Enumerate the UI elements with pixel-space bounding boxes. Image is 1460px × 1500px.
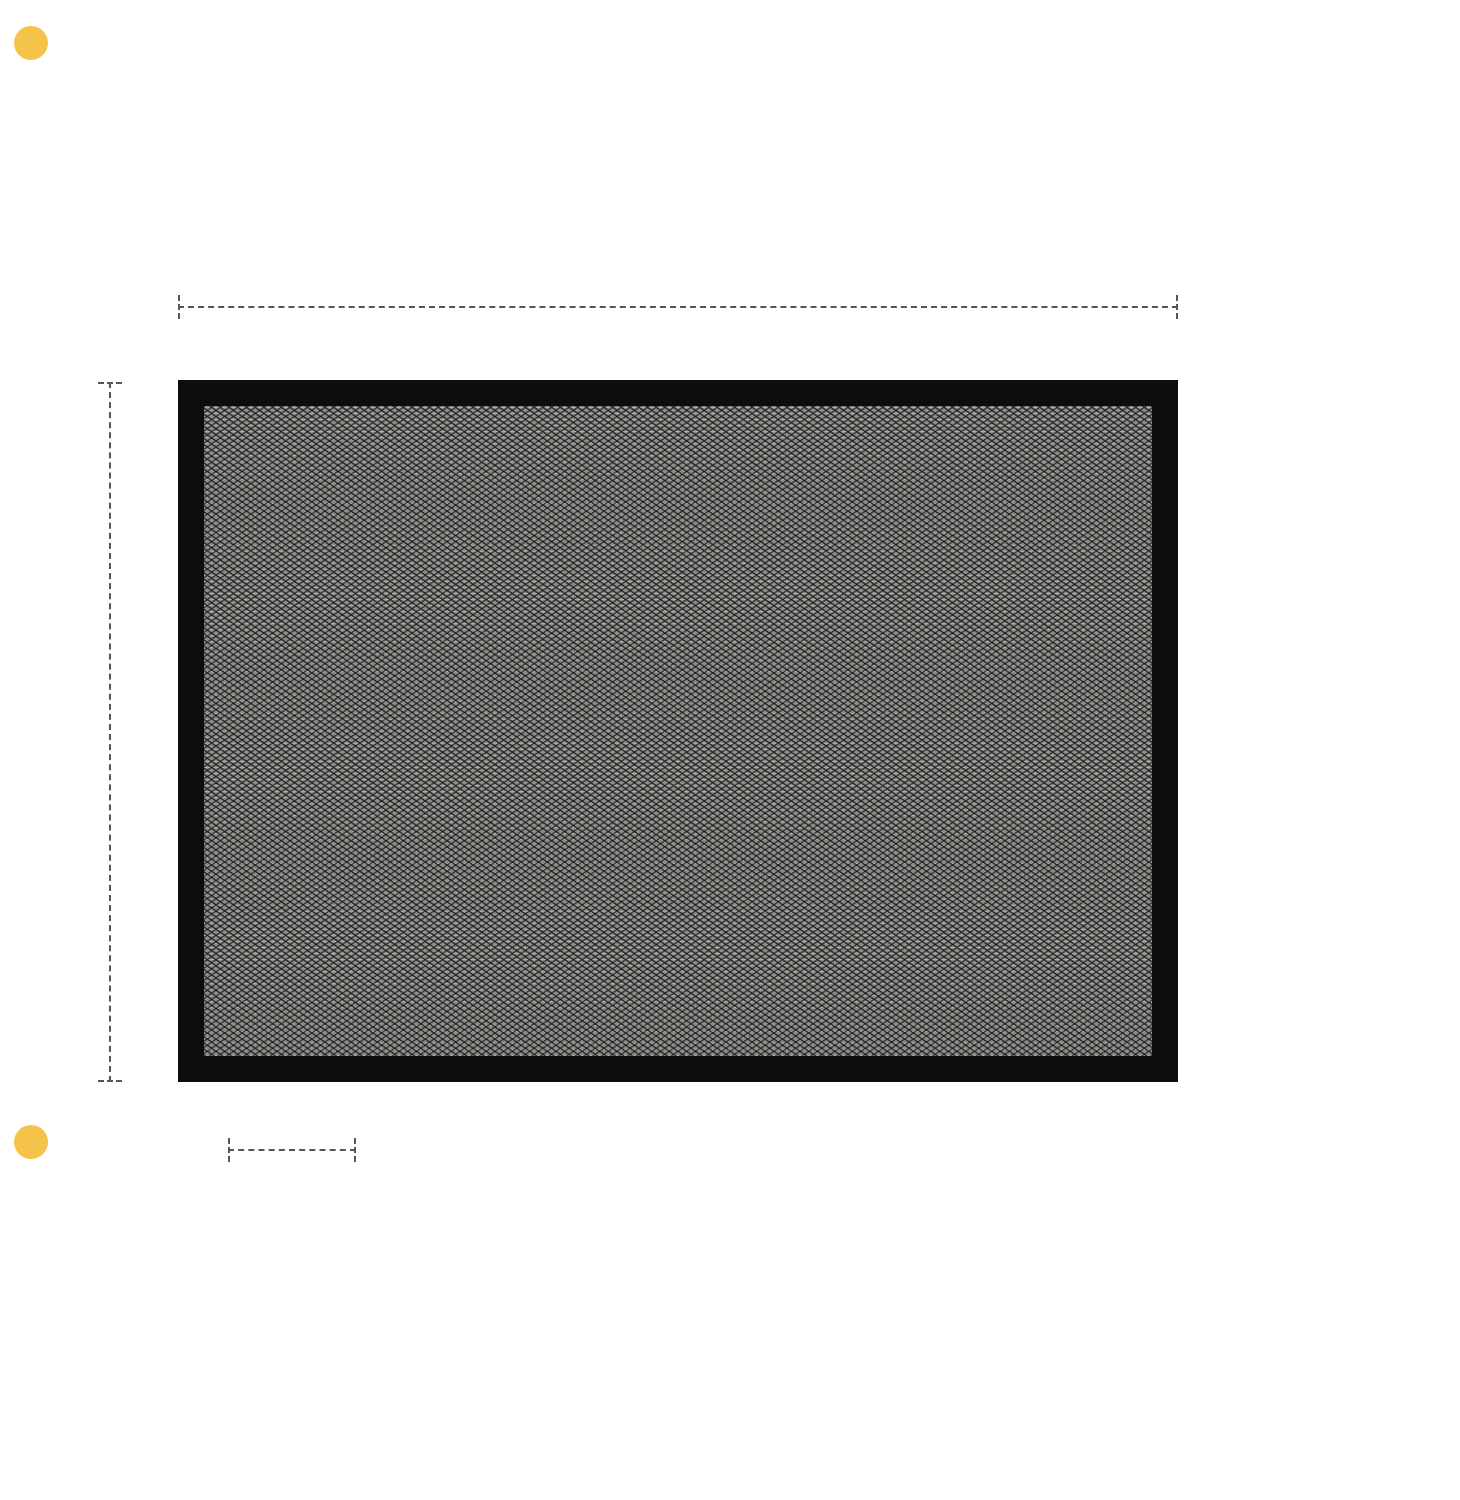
shade-rate-swatch-list <box>40 1215 1240 1495</box>
size-list <box>1292 0 1460 1500</box>
grommet-spacing-line <box>228 1138 356 1162</box>
width-dimension-cap-right <box>1176 295 1178 319</box>
width-dimension-rule <box>178 306 1178 308</box>
length-dimension-line <box>98 382 122 1082</box>
grommet-spacing-cap-right <box>354 1138 356 1162</box>
bullet-icon <box>14 1125 48 1159</box>
shade-mesh-texture <box>204 406 1152 1056</box>
grommet-spacing-rule <box>228 1149 356 1151</box>
shade-dimension-diagram <box>0 110 1260 1070</box>
bullet-icon <box>14 26 48 60</box>
shade-size-heading <box>14 26 70 60</box>
length-dimension-rule <box>109 382 111 1082</box>
shade-rate-heading <box>14 1125 70 1159</box>
shade-cloth <box>178 380 1178 1082</box>
length-dimension-cap-bottom <box>98 1080 122 1082</box>
width-dimension-line <box>178 295 1178 319</box>
